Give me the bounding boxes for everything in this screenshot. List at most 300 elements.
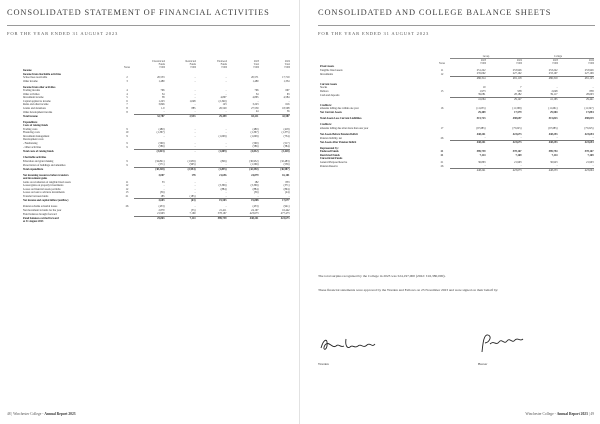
value-cell: 838 — [589, 89, 594, 93]
note-ref: 15 — [440, 89, 444, 93]
value-cell: (36,987) — [259, 167, 290, 171]
value-cell: (517) — [283, 141, 290, 145]
unit-header: £'000 — [516, 62, 523, 66]
value-cell: 34 — [255, 92, 259, 96]
value-cell: 423,673 — [259, 216, 290, 220]
value-cell: (590) — [252, 141, 259, 145]
value-cell: 697 — [285, 89, 290, 93]
soa-subtitle: FOR THE YEAR ENDED 31 AUGUST 2023 — [7, 31, 119, 36]
bursar-label: Bursar — [478, 362, 488, 366]
value-cell: (536) — [283, 163, 290, 167]
soa-table — [23, 60, 290, 224]
note-ref: 11 — [440, 68, 444, 72]
value-cell: 19,503 — [196, 199, 227, 203]
value-cell: 21,993 — [514, 160, 522, 164]
value-cell: 1,480 — [158, 79, 165, 83]
value-cell: - — [194, 145, 196, 149]
row-label: Investment management — [23, 134, 50, 138]
value-cell: (941) — [283, 205, 290, 209]
value-cell: - — [225, 76, 227, 80]
col-header: 2023 — [253, 60, 259, 63]
row-label: and investment gains — [23, 177, 48, 181]
value-cell: (433) — [158, 205, 165, 209]
value-cell: - — [194, 103, 196, 107]
note-ref: 2 — [126, 76, 128, 80]
value-cell: 2,933 — [165, 114, 196, 118]
row-label: Preservation of buildings and amenities — [23, 163, 66, 167]
balance-sheet-subtitle: FOR THE YEAR ENDED 31 AUGUST 2023 — [318, 31, 430, 36]
row-label: Charitable activities — [23, 156, 47, 160]
value-cell: 498,697 — [512, 117, 522, 121]
note-ref: 12 — [125, 184, 129, 188]
value-cell: (2,954) — [165, 167, 196, 171]
note-ref: 11 — [125, 180, 129, 184]
value-cell: 21,656 — [219, 173, 227, 177]
value-cell: 7,169 — [515, 153, 522, 157]
value-cell: 36,923 — [550, 160, 558, 164]
note-ref: 5 — [126, 96, 128, 100]
col-header: Funds — [220, 63, 227, 67]
value-cell: (1,367) — [156, 131, 165, 135]
col-header: Funds — [189, 63, 196, 67]
group-header: Group — [450, 55, 522, 59]
row-label: Investments — [320, 72, 333, 76]
value-cell: (75,025) — [512, 126, 522, 130]
value-cell: (995) — [189, 163, 196, 167]
row-label: Income from charitable activities — [23, 72, 61, 76]
row-label: Net Current Assets — [320, 110, 342, 114]
value-cell: 578,167 — [217, 212, 227, 216]
row-label: Transfer between funds — [23, 195, 49, 199]
value-cell: 423,673 — [486, 140, 522, 144]
value-cell: 227,192 — [512, 72, 522, 76]
title-divider — [7, 25, 290, 26]
value-cell: (63) — [165, 199, 196, 203]
value-cell: 1,223 — [158, 99, 165, 103]
approval-statement: These financial statements were approved by the Warden and Fellows on 23 November 2023 and were signed on their behalf by: — [318, 288, 499, 292]
row-label: Fund balances brought forward — [23, 212, 57, 216]
row-label: Pension scheme actuarial losses — [23, 205, 58, 209]
row-label: at 31 August 2023 — [23, 220, 44, 224]
value-cell: 24,197 — [251, 208, 259, 212]
value-cell: - — [225, 131, 227, 135]
col-header: 2022 — [284, 60, 290, 63]
value-cell: (24) — [285, 191, 290, 195]
value-cell: (480) — [158, 127, 165, 131]
value-cell: - — [163, 110, 165, 114]
value-cell — [196, 220, 227, 224]
row-label: Losses/gains on property investments — [23, 184, 64, 188]
value-cell: - — [194, 187, 196, 191]
value-cell: - — [556, 136, 558, 140]
row-label: Total costs of raising funds — [23, 149, 54, 153]
note-ref: 9 — [126, 159, 128, 163]
row-label: Total Assets Less Current Liabilities — [320, 117, 362, 121]
value-cell: (894) — [283, 187, 290, 191]
col-header: Total — [253, 63, 259, 67]
value-cell: - — [194, 92, 196, 96]
year-header: 2022 — [516, 59, 523, 63]
value-cell: (11,661) — [548, 107, 558, 111]
value-cell: 41,064 — [450, 97, 486, 101]
value-cell: (1,959) — [187, 159, 196, 163]
row-label: Total income — [23, 114, 38, 118]
value-cell: (75,025) — [584, 126, 594, 130]
value-cell: - — [556, 86, 558, 90]
value-cell: - — [163, 184, 165, 188]
value-cell: - — [194, 127, 196, 131]
row-label: Restricted Funds — [320, 153, 340, 157]
value-cell: 7,114 — [165, 216, 196, 220]
value-cell: 423,694 — [584, 132, 594, 136]
value-cell: 21,993 — [157, 212, 165, 216]
value-cell: 2,870 — [158, 208, 165, 212]
note-ref: 26 — [125, 205, 129, 209]
note-ref: 17 — [440, 126, 444, 130]
value-cell: 29,147 — [486, 97, 522, 101]
value-cell: (4,032) — [227, 149, 259, 153]
col-header: Funds — [158, 63, 165, 67]
notes-header: Notes — [438, 62, 446, 66]
value-cell: - — [592, 136, 594, 140]
row-label: Financing costs — [23, 131, 40, 135]
value-cell: (67,685) — [548, 126, 558, 130]
row-label: School fees receivable — [23, 76, 48, 80]
value-cell: 182 — [254, 180, 259, 184]
row-label: Trading income — [23, 89, 40, 93]
col-header: Endowed — [217, 60, 227, 63]
row-label: General Purpose Reserve — [320, 160, 348, 164]
value-cell: 17,894 — [586, 110, 594, 114]
note-ref: 7 — [126, 103, 128, 107]
value-cell: 32,787 — [134, 114, 165, 118]
value-cell: 423,694 — [558, 140, 594, 144]
note-ref: 3 — [126, 79, 128, 83]
value-cell: 24 — [255, 110, 259, 114]
row-label: Total expenditure — [23, 167, 44, 171]
value-cell: 481,118 — [486, 76, 522, 80]
col-header: £'000 — [190, 66, 196, 70]
value-cell: - — [225, 110, 227, 114]
value-cell: 28,603 — [586, 93, 594, 97]
value-cell: - — [288, 99, 290, 103]
value-cell: - — [257, 99, 259, 103]
page-number: 49 — [590, 412, 594, 416]
value-cell: 796 — [160, 89, 165, 93]
year-header: 2023 — [480, 59, 486, 63]
col-header: Total — [284, 63, 290, 67]
value-cell: 481,125 — [558, 76, 594, 80]
value-cell: - — [225, 180, 227, 184]
value-cell: (884) — [220, 187, 227, 191]
value-cell: - — [225, 89, 227, 93]
page-number: 48 — [7, 412, 11, 416]
value-cell: (55) — [191, 208, 196, 212]
row-label: Debtors — [320, 89, 329, 93]
value-cell: (185) — [189, 194, 196, 198]
value-cell: (884) — [252, 187, 259, 191]
row-label: Losses on loan to advance investments — [23, 191, 65, 195]
note-ref: 4 — [126, 89, 128, 93]
footer-dash: - — [554, 412, 556, 416]
value-cell: (38,328) — [134, 167, 165, 171]
value-cell: 853 — [285, 180, 290, 184]
balance-sheet-table — [320, 55, 594, 172]
value-cell: 448,241 — [450, 168, 486, 172]
value-cell: 17,719 — [282, 76, 290, 80]
value-cell: 486,319 — [522, 76, 558, 80]
row-label: Other development income — [23, 110, 53, 114]
footer-dash: - — [42, 412, 44, 416]
value-cell: 34 — [161, 92, 165, 96]
row-label: Unrestricted Funds — [320, 157, 343, 161]
value-cell: - — [165, 149, 196, 153]
value-cell: (586) — [252, 145, 259, 149]
table-row — [320, 168, 594, 172]
row-label: Net income and capital inflow/(outflow) — [23, 199, 69, 203]
row-label: Other income — [23, 79, 38, 83]
value-cell: 20,571 — [251, 76, 259, 80]
value-cell: 39,117 — [550, 93, 558, 97]
value-cell: (3,369) — [250, 184, 259, 188]
row-label: Current Assets — [320, 82, 338, 86]
value-cell: 958 — [517, 89, 522, 93]
footer-separator: | — [11, 412, 13, 416]
value-cell: - — [194, 180, 196, 184]
footer-separator: | — [588, 412, 590, 416]
value-cell: 21,411 — [219, 208, 227, 212]
value-cell: (1,009) — [196, 149, 227, 153]
value-cell: 515,723 — [476, 117, 486, 121]
footer-org: Winchester College — [13, 412, 42, 416]
value-cell: 58 — [161, 96, 165, 100]
value-cell: - — [163, 134, 165, 138]
col-header: £'000 — [253, 66, 259, 70]
note-ref — [120, 220, 134, 224]
value-cell: 7,114 — [479, 153, 486, 157]
value-cell: 3,007 — [158, 173, 165, 177]
notes-header: Notes — [123, 66, 131, 70]
value-cell — [227, 220, 259, 224]
value-cell: 185 — [160, 194, 165, 198]
value-cell: (11,547) — [584, 107, 594, 111]
value-cell: - — [194, 79, 196, 83]
unit-header: £'000 — [588, 62, 595, 66]
value-cell: 33 — [161, 180, 165, 184]
value-cell: (3,428) — [259, 149, 290, 153]
value-cell: 796 — [254, 89, 259, 93]
value-cell: 18,508 — [282, 106, 290, 110]
value-cell: 498,019 — [584, 117, 594, 121]
note-ref: 13 — [125, 191, 129, 195]
note-ref: 10 — [125, 131, 129, 135]
value-cell: (36,952) — [249, 159, 259, 163]
value-cell: (36) — [160, 191, 165, 195]
value-cell: 486,314 — [450, 76, 486, 80]
right-footer — [525, 412, 594, 416]
table-row — [23, 220, 290, 224]
value-cell: - — [484, 164, 486, 168]
value-cell: - — [225, 92, 227, 96]
unit-header: £'000 — [552, 62, 559, 66]
value-cell: - — [257, 194, 259, 198]
note-ref: 9 — [126, 127, 128, 131]
value-cell: (433) — [252, 205, 259, 209]
value-cell: (36) — [254, 191, 259, 195]
value-cell: 10 — [482, 86, 486, 90]
value-cell: 25,863 — [134, 216, 165, 220]
value-cell: 4,807 — [220, 96, 227, 100]
note-ref: 4 — [126, 92, 128, 96]
row-label: Net movement in funds for the year — [23, 208, 62, 212]
value-cell: 448,241 — [476, 132, 486, 136]
row-label: Costs of raising funds — [23, 124, 48, 128]
value-cell: 24,879 — [251, 173, 259, 177]
value-cell: - — [288, 194, 290, 198]
value-cell: 17,579 — [514, 110, 522, 114]
bursar-signature — [478, 330, 526, 356]
row-label: Creditors: — [320, 123, 332, 127]
bs-body — [320, 65, 594, 172]
value-cell: - — [194, 96, 196, 100]
value-cell: (480) — [252, 127, 259, 131]
value-cell: 423,673 — [512, 132, 522, 136]
right-page — [300, 0, 600, 424]
row-label: amounts falling due after more than one year — [320, 126, 369, 130]
note-ref: 9 — [126, 134, 128, 138]
row-label — [320, 168, 434, 172]
value-cell: 423,694 — [558, 168, 594, 172]
value-cell: - — [592, 164, 594, 168]
value-cell: 3,603 — [134, 199, 165, 203]
value-cell: - — [194, 205, 196, 209]
value-cell: 448,253 — [522, 140, 558, 144]
value-cell: - — [520, 136, 522, 140]
value-cell: - — [225, 79, 227, 83]
value-cell: - — [225, 194, 227, 198]
value-cell: 1,480 — [252, 79, 259, 83]
value-cell: 235,092 — [476, 72, 486, 76]
value-cell: 251,222 — [476, 68, 486, 72]
row-label: Grants and donations — [23, 106, 46, 110]
value-cell: - — [194, 131, 196, 135]
note-ref: 6 — [126, 99, 128, 103]
value-cell: (42,550) — [227, 167, 259, 171]
value-cell: - — [194, 141, 196, 145]
value-cell: - — [520, 164, 522, 168]
value-cell: 29,504 — [550, 110, 558, 114]
value-cell: 3,846 — [158, 103, 165, 107]
value-cell: - — [194, 134, 196, 138]
value-cell: 39,081 — [478, 93, 486, 97]
value-cell: 26,529 — [219, 106, 227, 110]
row-label: Income from other activities — [23, 85, 56, 89]
value-cell — [134, 220, 165, 224]
year-header: 2022 — [588, 59, 595, 63]
value-cell: - — [556, 164, 558, 168]
note-ref: 26 — [440, 136, 444, 140]
year-header: 2023 — [552, 59, 559, 63]
value-cell: - — [194, 184, 196, 188]
value-cell: (1,009) — [250, 134, 259, 138]
row-label: Losses on financial assets portfolio — [23, 187, 61, 191]
value-cell: (418) — [283, 127, 290, 131]
note-ref: 8 — [126, 106, 128, 110]
row-label: Expenditure — [23, 120, 38, 124]
value-cell: - — [225, 127, 227, 131]
row-label: Investment income — [23, 96, 44, 100]
value-cell: 4,584 — [283, 96, 290, 100]
soa-body — [23, 69, 290, 223]
value-cell: - — [225, 163, 227, 167]
value-cell: 123 — [222, 103, 227, 107]
row-label: Tangible fixed assets — [320, 68, 343, 72]
value-cell: - — [225, 141, 227, 145]
value-cell: 7,169 — [189, 212, 196, 216]
note-ref: 21 — [440, 160, 444, 164]
value-cell: - — [163, 187, 165, 191]
value-cell: (2,340) — [218, 99, 227, 103]
row-label: Represented by: — [320, 146, 339, 150]
left-footer — [7, 412, 76, 416]
col-header: £'000 — [221, 66, 227, 70]
value-cell: 16,101 — [282, 173, 290, 177]
value-cell: (34,821) — [155, 159, 165, 163]
value-cell: - — [592, 86, 594, 90]
balance-sheet-title: CONSOLIDATED AND COLLEGE BALANCE SHEETS — [318, 8, 552, 17]
value-cell: 16,442 — [282, 208, 290, 212]
note-ref: 16 — [440, 107, 444, 111]
value-cell: 21,993 — [586, 160, 594, 164]
value-cell: (1,566) — [250, 163, 259, 167]
note-ref: 26 — [440, 164, 444, 168]
row-label: Capital applied to income — [23, 99, 51, 103]
footer-org: Winchester College — [525, 412, 554, 416]
note-ref: 21 — [440, 150, 444, 154]
value-cell: (590) — [158, 141, 165, 145]
value-cell — [259, 220, 290, 224]
row-label: - Other activities — [23, 145, 42, 149]
row-label: Rents and other income — [23, 103, 49, 107]
note-ref — [434, 168, 450, 172]
row-label: Pension Reserve — [320, 164, 338, 168]
unit-header: £'000 — [480, 62, 486, 66]
value-cell: 589,739 — [196, 216, 227, 220]
value-cell: - — [225, 191, 227, 195]
value-cell: 7,114 — [551, 153, 558, 157]
row-label: Cash and deposits — [320, 93, 340, 97]
row-label: Creditors: — [320, 103, 332, 107]
surplus-statement: The total surplus recognised by the College in 2023 was £24,197,000 (2022: £16,380,000). — [318, 274, 446, 278]
value-cell: 477,473 — [280, 212, 290, 216]
col-header: £'000 — [284, 66, 290, 70]
value-cell: (1,375) — [281, 131, 290, 135]
warden-signature — [318, 334, 378, 356]
value-cell: 1,334 — [283, 79, 290, 83]
value-cell: - — [194, 191, 196, 195]
value-cell: (1,367) — [250, 131, 259, 135]
value-cell: 29,499 — [196, 114, 227, 118]
note-ref: 8 — [126, 110, 128, 114]
value-cell: 616 — [285, 103, 290, 107]
value-cell: 4,865 — [252, 96, 259, 100]
value-cell: 589,754 — [548, 150, 558, 154]
value-cell: 63 — [286, 92, 290, 96]
note-ref: 21 — [440, 153, 444, 157]
value-cell: 515,823 — [548, 117, 558, 121]
value-cell: - — [225, 205, 227, 209]
value-cell: 448,253 — [548, 132, 558, 136]
